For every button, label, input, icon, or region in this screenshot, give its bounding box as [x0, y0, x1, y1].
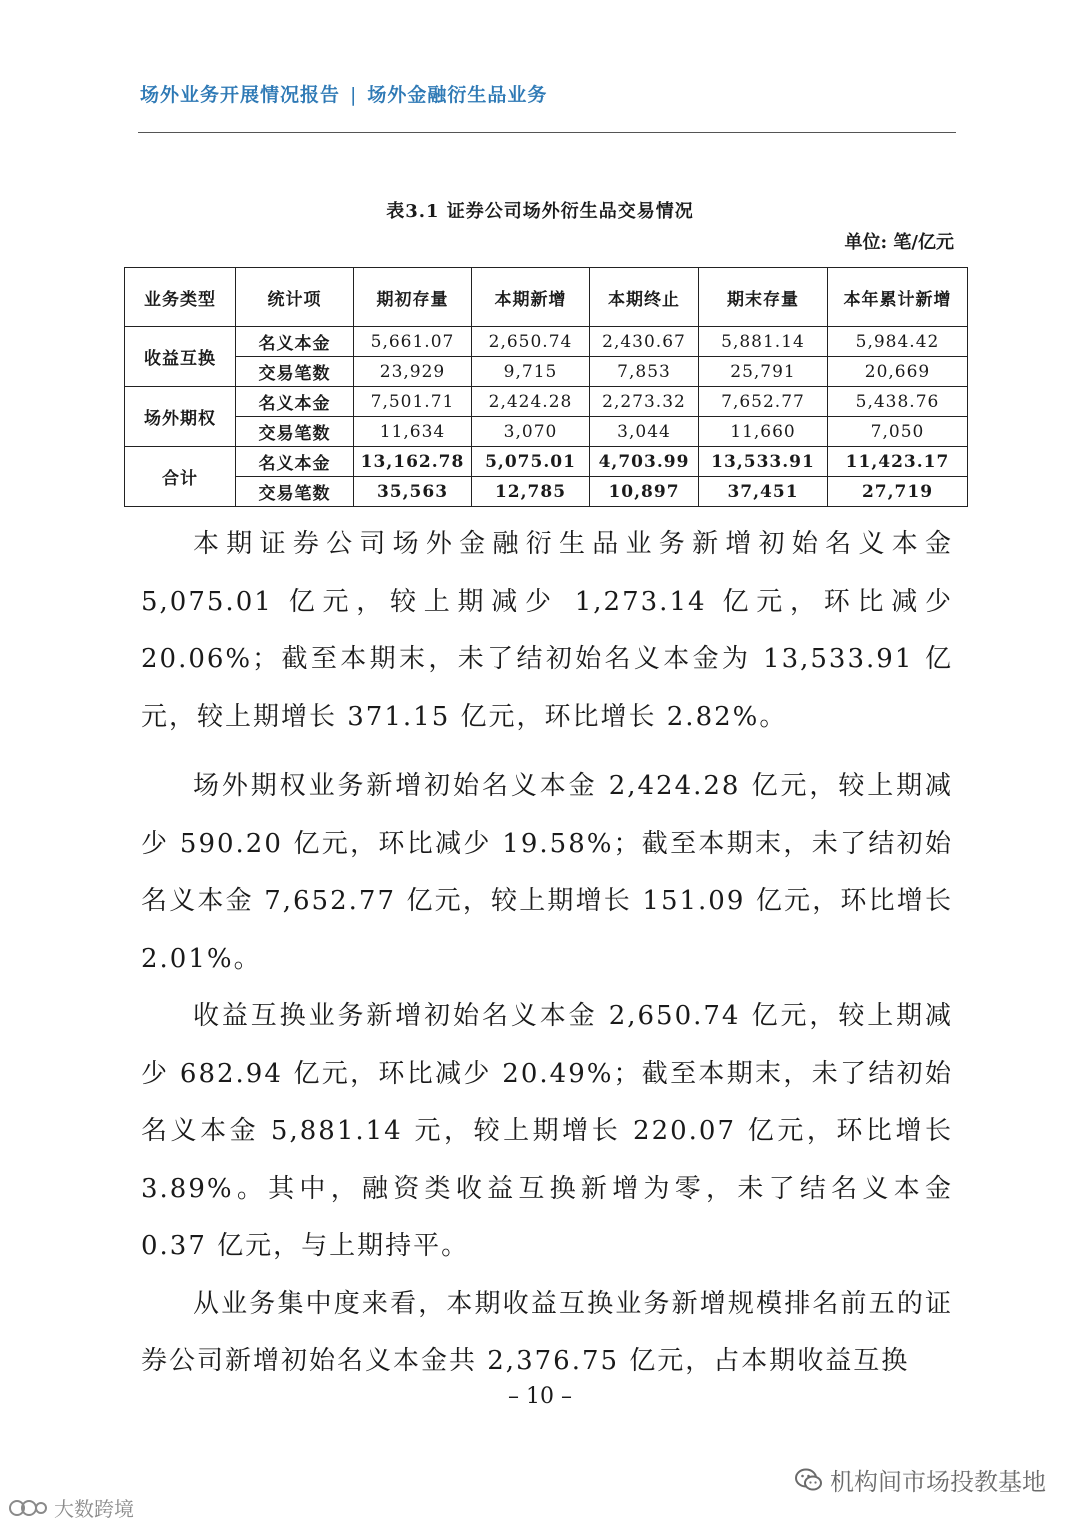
- group-cell: 场外期权: [125, 387, 236, 447]
- table-row: [125, 387, 968, 417]
- value-cell: 5,881.14: [699, 327, 828, 357]
- value-cell: 27,719: [828, 477, 968, 507]
- value-cell: 20,669: [828, 357, 968, 387]
- header-separator: |: [350, 84, 358, 106]
- value-cell: 23,929: [354, 357, 472, 387]
- watermark-wechat-text: 机构间市场投教基地: [830, 1468, 1046, 1496]
- value-cell: 11,660: [699, 417, 828, 447]
- value-cell: 11,634: [354, 417, 472, 447]
- value-cell: 4,703.99: [590, 447, 699, 477]
- table-row: [125, 327, 968, 357]
- wechat-icon: [794, 1467, 824, 1499]
- value-cell: 13,162.78: [354, 447, 472, 477]
- paragraph-concentration: 从业务集中度来看，本期收益互换业务新增规模排名前五的证券公司新增初始名义本金共 2,376.75 亿元，占本期收益互换: [141, 1288, 953, 1376]
- value-cell: 11,423.17: [828, 447, 968, 477]
- table-title: 表3.1 证券公司场外衍生品交易情况: [386, 201, 694, 222]
- watermark-brand-text: 大数跨境: [54, 1497, 134, 1521]
- value-cell: 10,897: [590, 477, 699, 507]
- header-rule: [138, 132, 956, 133]
- value-cell: 37,451: [699, 477, 828, 507]
- item-cell: 交易笔数: [236, 477, 354, 507]
- header-cell: 本年累计新增: [828, 268, 968, 327]
- value-cell: 5,075.01: [472, 447, 590, 477]
- item-cell: 交易笔数: [236, 357, 354, 387]
- value-cell: 12,785: [472, 477, 590, 507]
- group-cell: 合计: [125, 447, 236, 507]
- value-cell: 2,650.74: [472, 327, 590, 357]
- derivatives-table: [124, 267, 968, 507]
- table-row: [125, 417, 968, 447]
- value-cell: 2,273.32: [590, 387, 699, 417]
- page-number: – 10 –: [508, 1384, 572, 1409]
- watermark-wechat: [794, 1462, 1046, 1499]
- header-cell: 统计项: [236, 268, 354, 327]
- running-header: [140, 80, 547, 107]
- value-cell: 3,044: [590, 417, 699, 447]
- value-cell: 2,430.67: [590, 327, 699, 357]
- table-row-total: [125, 447, 968, 477]
- table-unit: 单位: 笔/亿元: [844, 232, 954, 253]
- paragraph-overview: 本期证券公司场外金融衍生品业务新增初始名义本金 5,075.01 亿元，较上期减少 1,273.14 亿元，环比减少 20.06%；截至本期末，未了结初始名义本金为 13,533.91 亿元，较上期增长 371.15 亿元，环比增长 2.82%。: [141, 529, 953, 732]
- value-cell: 5,438.76: [828, 387, 968, 417]
- paragraph-options: 场外期权业务新增初始名义本金 2,424.28 亿元，较上期减少 590.20 亿元，环比减少 19.58%；截至本期末，未了结初始名义本金 7,652.77 亿元，较上期增长 151.09 亿元，环比增长 2.01%。: [141, 771, 953, 974]
- group-cell: 收益互换: [125, 327, 236, 387]
- value-cell: 9,715: [472, 357, 590, 387]
- value-cell: 35,563: [354, 477, 472, 507]
- watermark-brand: [8, 1493, 134, 1524]
- value-cell: 7,853: [590, 357, 699, 387]
- header-cell: 本期终止: [590, 268, 699, 327]
- value-cell: 5,984.42: [828, 327, 968, 357]
- item-cell: 交易笔数: [236, 417, 354, 447]
- body-text: [141, 516, 953, 1391]
- table-row: [125, 357, 968, 387]
- table-row-total: [125, 477, 968, 507]
- value-cell: 5,661.07: [354, 327, 472, 357]
- header-report-title: 场外业务开展情况报告: [140, 84, 341, 106]
- value-cell: 25,791: [699, 357, 828, 387]
- value-cell: 2,424.28: [472, 387, 590, 417]
- header-section-title: 场外金融衍生品业务: [367, 84, 548, 106]
- header-cell: 业务类型: [125, 268, 236, 327]
- header-cell: 期末存量: [699, 268, 828, 327]
- item-cell: 名义本金: [236, 447, 354, 477]
- brand-logo-icon: [8, 1497, 48, 1524]
- value-cell: 7,050: [828, 417, 968, 447]
- paragraph-swaps: 收益互换业务新增初始名义本金 2,650.74 亿元，较上期减少 682.94 亿元，环比减少 20.49%；截至本期末，未了结初始名义本金 5,881.14 元，较上期增长 220.07 亿元，环比增长 3.89%。其中，融资类收益互换新增为零，未了结名义本金 0.37 亿元，与上期持平。: [141, 1001, 953, 1261]
- item-cell: 名义本金: [236, 387, 354, 417]
- value-cell: 7,652.77: [699, 387, 828, 417]
- header-cell: 本期新增: [472, 268, 590, 327]
- value-cell: 3,070: [472, 417, 590, 447]
- value-cell: 13,533.91: [699, 447, 828, 477]
- item-cell: 名义本金: [236, 327, 354, 357]
- table-header-row: [125, 268, 968, 327]
- value-cell: 7,501.71: [354, 387, 472, 417]
- header-cell: 期初存量: [354, 268, 472, 327]
